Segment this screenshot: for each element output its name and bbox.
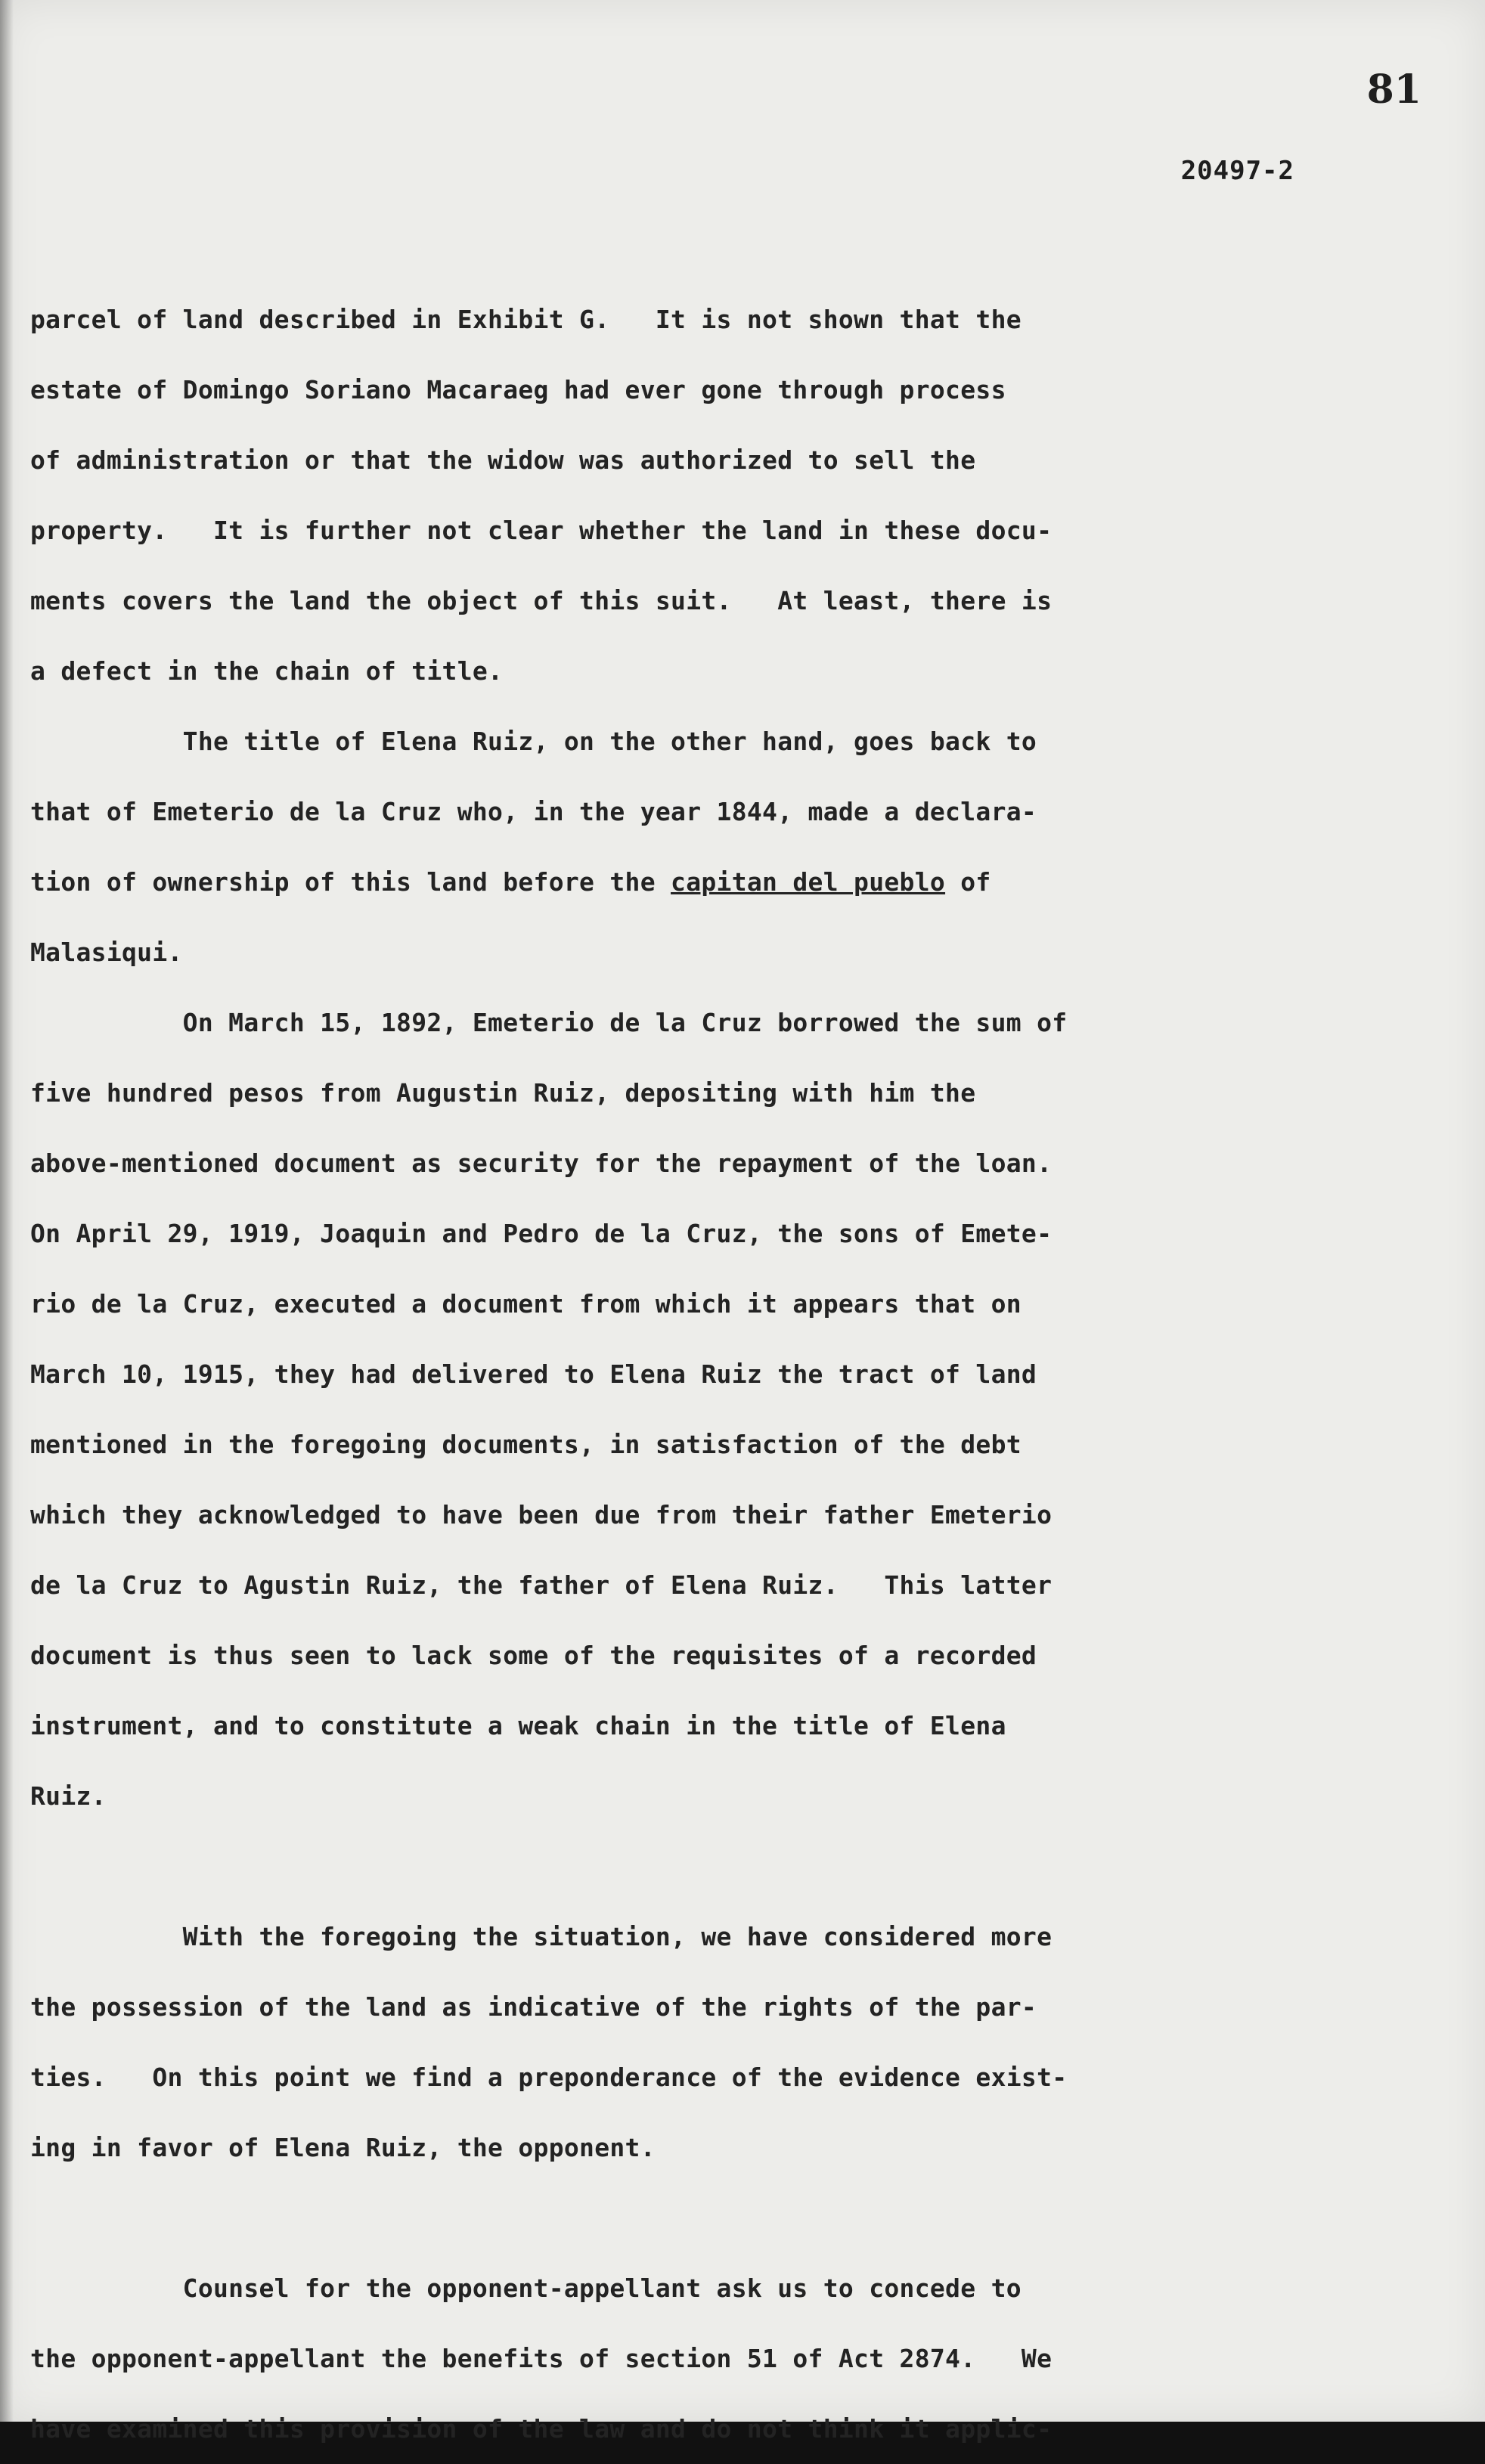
text-line: Counsel for the opponent-appellant ask us to concede to [30, 2273, 1022, 2303]
text-line: have examined this provision of the law and do not think it applic- [30, 2414, 1053, 2444]
text-line: which they acknowledged to have been due from their father Emeterio [30, 1500, 1053, 1530]
text-line: mentioned in the foregoing documents, in satisfaction of the debt [30, 1430, 1022, 1459]
text-line: that of Emeterio de la Cruz who, in the year 1844, made a declara- [30, 797, 1037, 826]
text-line [30, 2183, 1452, 2253]
text-line: document is thus seen to lack some of the requisites of a recorded [30, 1641, 1037, 1670]
text-line: the possession of the land as indicative of the rights of the par- [30, 1992, 1037, 2022]
text-line: tion of ownership of this land before the capitan del pueblo of [30, 867, 991, 897]
text-line: estate of Domingo Soriano Macaraeg had ever gone through process [30, 375, 1006, 404]
text-line: de la Cruz to Agustin Ruiz, the father of Elena Ruiz. This latter [30, 1570, 1053, 1600]
binding-shadow [0, 0, 14, 2422]
text-line: five hundred pesos from Augustin Ruiz, depositing with him the [30, 1078, 976, 1108]
text-line: ing in favor of Elena Ruiz, the opponent. [30, 2133, 656, 2162]
text-line: On March 15, 1892, Emeterio de la Cruz borrowed the sum of [30, 1008, 1068, 1037]
text-line: On April 29, 1919, Joaquin and Pedro de la Cruz, the sons of Emete- [30, 1219, 1053, 1248]
text-line: above-mentioned document as security for the repayment of the loan. [30, 1148, 1053, 1178]
text-line: parcel of land described in Exhibit G. It is not shown that the [30, 305, 1022, 334]
page-number: 81 [1366, 67, 1421, 113]
text-line: of administration or that the widow was authorized to sell the [30, 445, 976, 475]
text-line: rio de la Cruz, executed a document from which it appears that on [30, 1289, 1022, 1319]
text-line: ments covers the land the object of this suit. At least, there is [30, 586, 1053, 615]
case-number: 20497-2 [1180, 156, 1294, 186]
text-line: The title of Elena Ruiz, on the other hand, goes back to [30, 727, 1037, 756]
text-line: a defect in the chain of title. [30, 656, 504, 686]
body-text [30, 284, 1452, 2464]
text-line: instrument, and to constitute a weak chain in the title of Elena [30, 1711, 1006, 1740]
text-line: Ruiz. [30, 1781, 107, 1811]
text-line: ties. On this point we find a preponderance of the evidence exist- [30, 2063, 1068, 2092]
text-line: the opponent-appellant the benefits of section 51 of Act 2874. We [30, 2344, 1053, 2373]
underlined-phrase: capitan del pueblo [671, 867, 946, 897]
text-line [30, 1831, 1452, 1901]
text-line: property. It is further not clear whether the land in these docu- [30, 516, 1053, 545]
text-line: March 10, 1915, they had delivered to Elena Ruiz the tract of land [30, 1359, 1037, 1389]
text-line: Malasiqui. [30, 938, 183, 967]
text-line: With the foregoing the situation, we have considered more [30, 1922, 1053, 1951]
